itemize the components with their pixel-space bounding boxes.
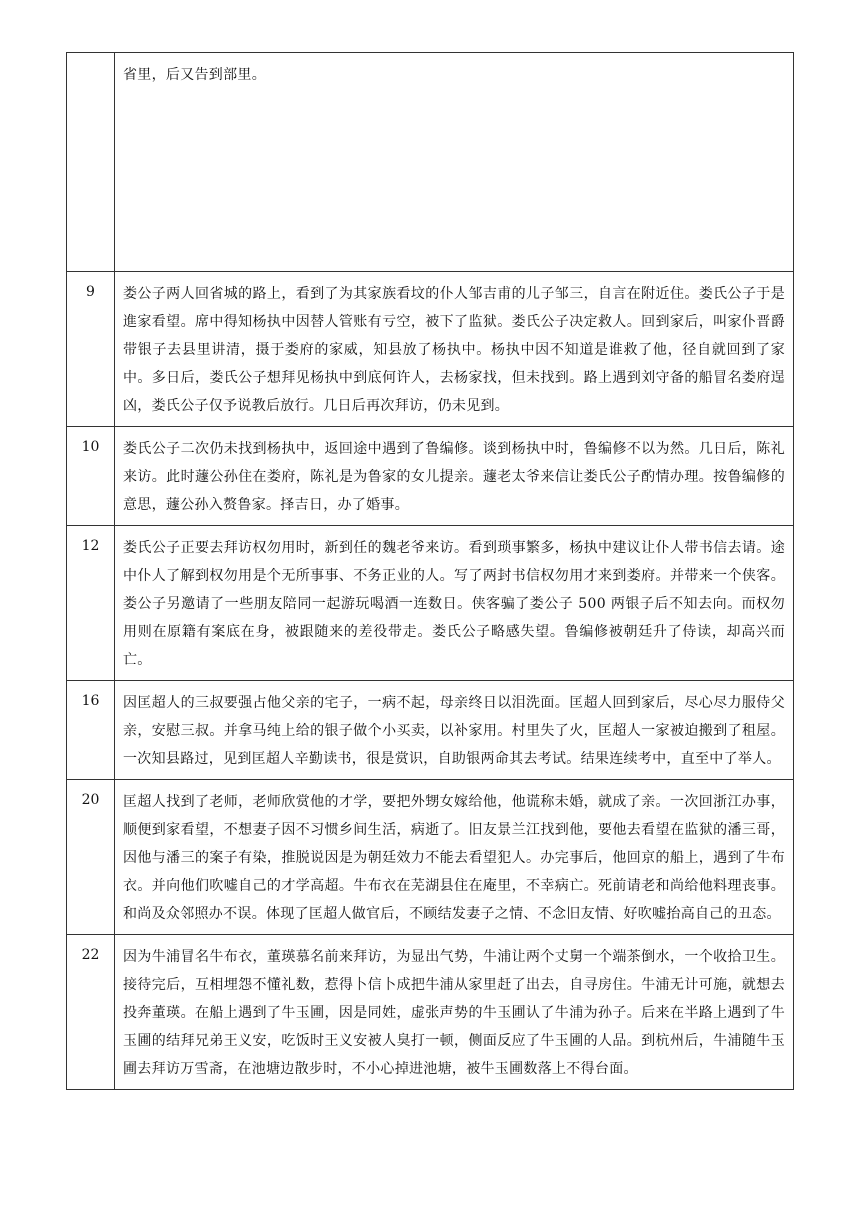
table-row — [67, 272, 794, 427]
table-row — [67, 526, 794, 681]
chapter-number-cell: 10 — [67, 427, 115, 526]
table-row — [67, 935, 794, 1090]
chapter-summary-cell: 娄氏公子正要去拜访权勿用时，新到任的魏老爷来访。看到琐事繁多，杨执中建议让仆人带书信去请。途中仆人了解到权勿用是个无所事事、不务正业的人。写了两封书信权勿用才来到娄府。并带来一个侠客。娄公子另邀请了一些朋友陪同一起游玩喝酒一连数日。侠客骗了娄公子 500 两银子后不知去向。而权勿用则在原籍有案底在身，被跟随来的差役带走。娄氏公子略感失望。鲁编修被朝廷升了侍读，却高兴而亡。 — [115, 526, 794, 681]
table-row — [67, 681, 794, 780]
chapter-summary-cell: 娄氏公子二次仍未找到杨执中，返回途中遇到了鲁编修。谈到杨执中时，鲁编修不以为然。几日后，陈礼来访。此时蘧公孙住在娄府，陈礼是为鲁家的女儿提亲。蘧老太爷来信让娄氏公子酌情办理。按鲁编修的意思，蘧公孙入赘鲁家。择吉日，办了婚事。 — [115, 427, 794, 526]
table-row — [67, 780, 794, 935]
chapter-number-cell — [67, 53, 115, 272]
table-row — [67, 427, 794, 526]
chapter-number-cell: 16 — [67, 681, 115, 780]
chapter-summary-cell: 因为牛浦冒名牛布衣，董瑛慕名前来拜访，为显出气势，牛浦让两个丈舅一个端茶倒水，一个收拾卫生。接待完后，互相埋怨不懂礼数，惹得卜信卜成把牛浦从家里赶了出去，自寻房住。牛浦无计可施，就想去投奔董瑛。在船上遇到了牛玉圃，因是同姓，虚张声势的牛玉圃认了牛浦为孙子。后来在半路上遇到了牛玉圃的结拜兄弟王义安，吃饭时王义安被人臭打一顿，侧面反应了牛玉圃的人品。到杭州后，牛浦随牛玉圃去拜访万雪斋，在池塘边散步时，不小心掉进池塘，被牛玉圃数落上不得台面。 — [115, 935, 794, 1090]
chapter-summary-cell: 省里，后又告到部里。 — [115, 53, 794, 272]
chapter-summary-table — [66, 52, 794, 1090]
chapter-summary-cell: 娄公子两人回省城的路上，看到了为其家族看坟的仆人邹吉甫的儿子邹三，自言在附近住。娄氏公子于是進家看望。席中得知杨执中因替人管账有亏空，被下了监狱。娄氏公子决定救人。回到家后，叫家仆晋爵带银子去县里讲清，摄于娄府的家威，知县放了杨执中。杨执中因不知道是谁救了他，径自就回到了家中。多日后，娄氏公子想拜见杨执中到底何许人，去杨家找，但未找到。路上遇到刘守备的船冒名娄府逞凶，娄氏公子仅予说教后放行。几日后再次拜访，仍未见到。 — [115, 272, 794, 427]
chapter-number-cell: 22 — [67, 935, 115, 1090]
chapter-summary-cell: 匡超人找到了老师，老师欣赏他的才学，要把外甥女嫁给他，他谎称未婚，就成了亲。一次回浙江办事，顺便到家看望，不想妻子因不习惯乡间生活，病逝了。旧友景兰江找到他，要他去看望在监狱的潘三哥，因他与潘三的案子有染，推脱说因是为朝廷效力不能去看望犯人。办完事后，他回京的船上，遇到了牛布衣。并向他们吹嘘自己的才学高超。牛布衣在芜湖县住在庵里，不幸病亡。死前请老和尚给他料理丧事。和尚及众邻照办不误。体现了匡超人做官后，不顾结发妻子之情、不念旧友情、好吹嘘抬高自己的丑态。 — [115, 780, 794, 935]
chapter-number-cell: 12 — [67, 526, 115, 681]
chapter-summary-cell: 因匡超人的三叔要强占他父亲的宅子，一病不起，母亲终日以泪洗面。匡超人回到家后，尽心尽力服侍父亲，安慰三叔。并拿马纯上给的银子做个小买卖，以补家用。村里失了火，匡超人一家被迫搬到了租屋。一次知县路过，见到匡超人辛勤读书，很是赏识，自助银两命其去考试。结果连续考中，直至中了举人。 — [115, 681, 794, 780]
table-row — [67, 53, 794, 272]
chapter-number-cell: 20 — [67, 780, 115, 935]
chapter-number-cell: 9 — [67, 272, 115, 427]
